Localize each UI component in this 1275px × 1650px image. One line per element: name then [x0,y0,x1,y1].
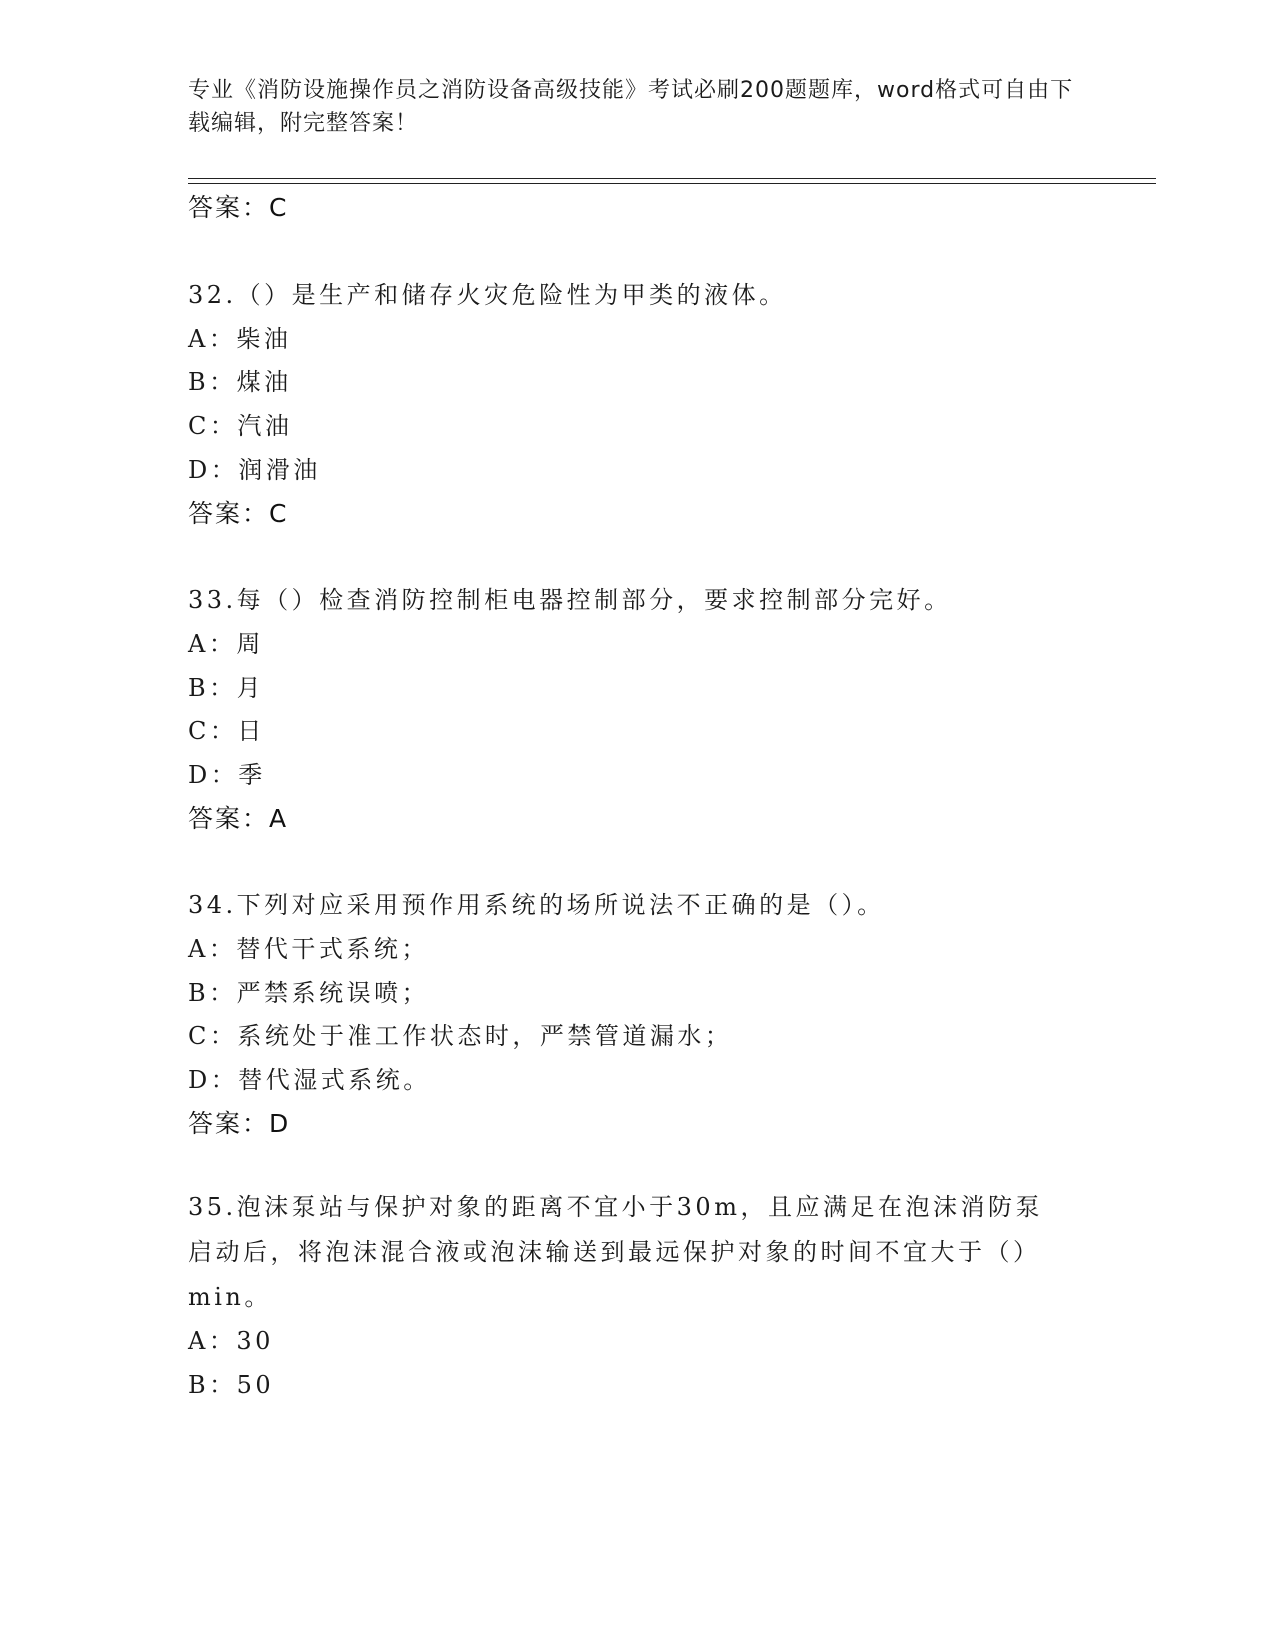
option-a: A：替代干式系统； [188,935,429,963]
option-b: B：50 [188,1371,275,1399]
question-stem: 34.下列对应采用预作用系统的场所说法不正确的是（）。 [188,891,885,919]
option-c: C：汽油 [188,412,293,440]
option-c: C：日 [188,717,265,745]
document-header: 专业《消防设施操作员之消防设备高级技能》考试必刷200题题库，word格式可自由下载编辑，附完整答案！ [188,78,1074,136]
header-divider-top [188,178,1156,179]
option-a: A：周 [188,630,264,658]
answer-line: 答案：C [188,193,289,222]
header-divider-bottom [188,183,1156,184]
question-stem: 35.泡沫泵站与保护对象的距离不宜小于30m，且应满足在泡沫消防泵启动后，将泡沫混合液或泡沫输送到最远保护对象的时间不宜大于（）min。 [188,1193,1043,1311]
option-a: A：30 [188,1327,274,1355]
question-stem: 32.（）是生产和储存火灾危险性为甲类的液体。 [188,281,787,309]
option-d: D：润滑油 [188,456,321,484]
option-d: D：替代湿式系统。 [188,1066,431,1094]
question-stem: 33.每（）检查消防控制柜电器控制部分，要求控制部分完好。 [188,586,952,614]
option-d: D：季 [188,761,266,789]
answer-line: 答案：A [188,804,289,833]
option-b: B：月 [188,674,265,702]
answer-line: 答案：C [188,499,289,528]
option-b: B：煤油 [188,368,292,396]
option-b: B：严禁系统误喷； [188,979,430,1007]
option-c: C：系统处于准工作状态时，严禁管道漏水； [188,1022,733,1050]
option-a: A：柴油 [188,325,292,353]
answer-line: 答案：D [188,1109,291,1138]
